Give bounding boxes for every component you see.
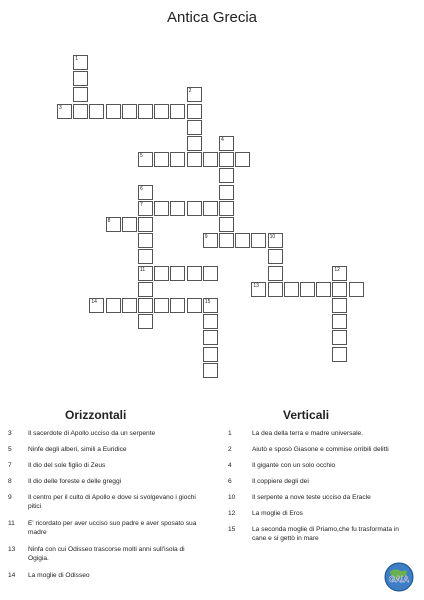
crossword-cell[interactable] [284,282,299,297]
crossword-cell[interactable] [138,233,153,248]
crossword-cell[interactable] [57,104,72,119]
cell-number: 12 [334,266,340,273]
clue-text: Aiutò e sposò Giasone e commise orribili delitti [252,446,389,453]
crossword-cell[interactable] [154,201,169,216]
cell-number: 2 [188,88,192,95]
crossword-cell[interactable] [138,201,153,216]
crossword-cell[interactable] [187,136,202,151]
crossword-cell[interactable] [203,347,218,362]
gaia-logo [380,560,418,594]
crossword-cell[interactable] [154,104,169,119]
crossword-cell[interactable] [154,298,169,313]
crossword-cell[interactable] [138,249,153,264]
crossword-cell[interactable] [138,314,153,329]
clue-text: La dea della terra e madre universale. [252,430,364,437]
cell-number: 4 [221,137,224,143]
crossword-cell[interactable] [89,298,104,313]
crossword-cell[interactable] [187,87,202,102]
clue-number: 4 [228,462,232,469]
clue-number: 10 [228,494,236,501]
crossword-cell[interactable] [219,233,234,248]
clue-number: 11 [8,520,15,527]
crossword-cell[interactable] [106,104,121,119]
clue-number: 1 [228,430,232,437]
crossword-cell[interactable] [203,330,218,345]
crossword-cell[interactable] [154,266,169,281]
crossword-cell[interactable] [316,282,331,297]
cell-number: 8 [107,218,111,224]
crossword-cell[interactable] [203,201,218,216]
clue-number: 9 [8,494,12,501]
crossword-cell[interactable] [219,152,234,167]
clue-number: 5 [8,446,12,453]
clue-number: 12 [228,510,236,517]
crossword-cell[interactable] [332,298,347,313]
crossword-cell[interactable] [219,185,234,200]
cell-number: 11 [140,266,146,273]
crossword-cell[interactable] [187,266,202,281]
crossword-cell[interactable] [106,217,121,232]
crossword-cell[interactable] [138,266,153,281]
clue-text: Il dio del sole figlio di Zeus [28,462,106,469]
clue-text: E' ricordato per aver ucciso suo padre e aver sposato sua madre [28,520,197,536]
crossword-cell[interactable] [73,104,88,119]
crossword-cell[interactable] [154,152,169,167]
clue-text: Il serpente a nove teste ucciso da Eracle [252,494,371,501]
clue-number: 8 [8,478,12,485]
crossword-cell[interactable] [219,217,234,232]
cell-number: 3 [59,104,62,111]
crossword-cell[interactable] [122,104,137,119]
clue-text: Ninfa con cui Odisseo trascorse molti anni sull'isola di Ogigia. [28,546,185,562]
clue-number: 3 [8,430,12,437]
crossword-cell[interactable] [138,185,153,200]
clue-number: 14 [8,572,16,579]
crossword-cell[interactable] [187,152,202,167]
crossword-cell[interactable] [203,152,218,167]
clue-number: 7 [8,462,12,469]
crossword-cell[interactable] [203,266,218,281]
cell-number: 7 [140,201,143,208]
crossword-cell[interactable] [203,314,218,329]
crossword-cell[interactable] [219,136,234,151]
cell-number: 5 [140,153,143,160]
crossword-cell[interactable] [251,282,266,297]
crossword-cell[interactable] [268,282,283,297]
crossword-cell[interactable] [235,152,250,167]
cell-number: 13 [253,282,259,289]
crossword-cell[interactable] [138,282,153,297]
crossword-cell[interactable] [332,330,347,345]
crossword-cell[interactable] [300,282,315,297]
crossword-cell[interactable] [332,347,347,362]
clue-text: Il sacerdote di Apollo ucciso da un serpente [28,430,156,437]
crossword-cell[interactable] [235,233,250,248]
crossword-cell[interactable] [170,201,185,216]
clue-text: La moglie di Odisseo [28,572,90,579]
clue-number: 2 [228,446,232,453]
clue-text: La seconda moglie di Priamo,che fu trasformata in cane e si gettò in mare [252,526,399,542]
crossword-cell[interactable] [170,152,185,167]
cell-number: 15 [204,299,211,305]
logo-lettering: GAIA [389,575,409,584]
clue-text: Il centro per il culto di Apollo e dove si svolgevano i giochi pitici [28,494,196,510]
crossword-cell[interactable] [251,233,266,248]
crossword-cell[interactable] [89,104,104,119]
crossword-cell[interactable] [332,282,347,297]
crossword-cell[interactable] [73,87,88,102]
down-heading: Verticali [283,408,330,422]
crossword-cell[interactable] [73,55,88,70]
crossword-cell[interactable] [203,363,218,378]
crossword-cell[interactable] [106,298,121,313]
crossword-cell[interactable] [219,168,234,183]
crossword-cell[interactable] [73,71,88,86]
crossword-cell[interactable] [268,266,283,281]
crossword-cell[interactable] [187,104,202,119]
crossword-cell[interactable] [268,233,283,248]
clue-text: Ninfe degli alberi, simili a Euridice [28,446,127,453]
clue-number: 15 [228,526,236,533]
crossword-cell[interactable] [122,298,137,313]
crossword-cell[interactable] [349,282,364,297]
across-heading: Orizzontali [65,408,127,422]
crossword-cell[interactable] [187,298,202,313]
clue-number: 13 [8,546,16,553]
crossword-cell[interactable] [122,217,137,232]
cell-number: 14 [91,299,97,305]
cell-number: 6 [140,185,143,192]
clue-text: Il gigante con un solo occhio [252,462,336,469]
crossword-cell[interactable] [268,249,283,264]
crossword-cell[interactable] [187,201,202,216]
crossword-cell[interactable] [170,104,185,119]
cell-number: 1 [75,56,78,62]
crossword-cell[interactable] [138,104,153,119]
cell-number: 9 [204,234,208,241]
crossword-cell[interactable] [332,266,347,281]
crossword-cell[interactable] [138,298,153,313]
clue-text: Il coppiere degli dei [252,478,309,485]
page-title: Antica Grecia [166,9,258,26]
clue-number: 6 [228,478,232,485]
crossword-cell[interactable] [332,314,347,329]
crossword-cell[interactable] [203,298,218,313]
crossword-cell[interactable] [170,266,185,281]
crossword-cell[interactable] [138,152,153,167]
crossword-cell[interactable] [187,120,202,135]
crossword-cell[interactable] [138,217,153,232]
clue-text: La moglie di Eros [252,510,303,517]
clue-text: Il dio delle foreste e delle greggi [28,478,122,485]
crossword-cell[interactable] [203,233,218,248]
cell-number: 10 [269,234,276,241]
crossword-cell[interactable] [219,201,234,216]
crossword-cell[interactable] [170,298,185,313]
